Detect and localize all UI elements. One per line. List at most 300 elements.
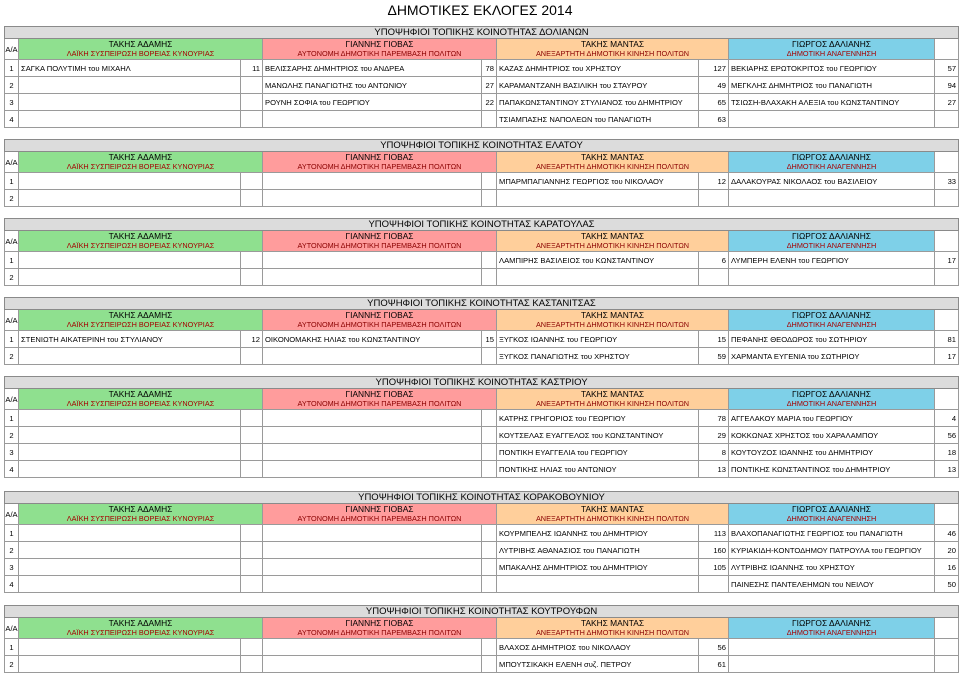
table-row [5,94,959,111]
header-blank-cell [935,504,959,525]
row-number: 3 [5,559,19,576]
vote-count: 105 [699,559,729,576]
candidate-name: ΛΥΤΡΙΒΗΣ ΑΘΑΝΑΣΙΟΣ του ΠΑΝΑΓΙΩΤΗ [497,542,699,559]
section-block [4,605,960,673]
table-row [5,190,959,207]
party-name: ΑΝΕΞΑΡΤΗΤΗ ΔΗΜΟΤΙΚΗ ΚΙΝΗΣΗ ΠΟΛΙΤΩΝ [535,514,690,523]
candidate-name: ΚΟΥΡΜΠΕΛΗΣ ΙΩΑΝΝΗΣ του ΔΗΜΗΤΡΙΟΥ [497,525,699,542]
vote-count: 18 [935,444,959,461]
candidate-name: ΠΕΦΑΝΗΣ ΘΕΟΔΩΡΟΣ του ΣΩΤΗΡΙΟΥ [729,331,935,348]
party-name: ΑΝΕΞΑΡΤΗΤΗ ΔΗΜΟΤΙΚΗ ΚΙΝΗΣΗ ΠΟΛΙΤΩΝ [535,628,690,637]
table-row [5,77,959,94]
candidate-name [263,111,482,128]
vote-count [241,94,263,111]
vote-count: 16 [935,559,959,576]
vote-count [482,656,497,673]
vote-count: 27 [935,94,959,111]
party-name: ΔΗΜΟΤΙΚΗ ΑΝΑΓΕΝΝΗΣΗ [786,241,877,250]
candidate-name: ΚΟΥΤΟΥΖΟΣ ΙΩΑΝΝΗΣ του ΔΗΜΗΤΡΙΟΥ [729,444,935,461]
combination-header [497,310,729,331]
vote-count: 20 [935,542,959,559]
section-block [4,297,960,365]
section-block [4,376,960,478]
leader-name: ΓΙΩΡΓΟΣ ΔΑΛΙΑΝΗΣ [792,231,871,241]
row-number: 2 [5,77,19,94]
row-number: 1 [5,525,19,542]
header-row [5,39,959,60]
candidate-name [263,559,482,576]
section-block [4,139,960,207]
section-block [4,26,960,128]
party-name: ΑΝΕΞΑΡΤΗΤΗ ΔΗΜΟΤΙΚΗ ΚΙΝΗΣΗ ΠΟΛΙΤΩΝ [535,49,690,58]
candidate-name [19,525,241,542]
vote-count [241,410,263,427]
party-name: ΑΥΤΟΝΟΜΗ ΔΗΜΟΤΙΚΗ ΠΑΡΕΜΒΑΣΗ ΠΟΛΙΤΩΝ [297,320,462,329]
candidate-name [19,410,241,427]
candidate-name: ΚΑΡΑΜΑΝΤΖΑΝΗ ΒΑΣΙΛΙΚΗ του ΣΤΑΥΡΟΥ [497,77,699,94]
combination-header [19,152,263,173]
table-row [5,576,959,593]
aa-header: Α/Α [5,310,19,331]
vote-count [482,190,497,207]
vote-count [482,461,497,478]
candidates-table [4,376,959,478]
candidate-name [263,410,482,427]
combination-header [263,389,497,410]
candidate-name [263,252,482,269]
section-title: ΥΠΟΨΗΦΙΟΙ ΤΟΠΙΚΗΣ ΚΟΙΝΟΤΗΤΑΣ ΚΑΣΤΑΝΙΤΣΑΣ [5,298,959,310]
candidate-name [263,427,482,444]
vote-count [935,111,959,128]
vote-count [241,269,263,286]
vote-count: 113 [699,525,729,542]
row-number: 2 [5,348,19,365]
candidate-name: ΒΛΑΧΟΣ ΔΗΜΗΤΡΙΟΣ του ΝΙΚΟΛΑΟΥ [497,639,699,656]
candidate-name [263,461,482,478]
combination-header [497,504,729,525]
candidate-name [263,576,482,593]
candidate-name: ΚΟΥΤΣΕΛΑΣ ΕΥΑΓΓΕΛΟΣ του ΚΩΝΣΤΑΝΤΙΝΟΥ [497,427,699,444]
vote-count: 160 [699,542,729,559]
candidates-table [4,491,959,593]
candidate-name: ΚΥΡΙΑΚΙΔΗ-ΚΟΝΤΟΔΗΜΟΥ ΠΑΤΡΟΥΛΑ του ΓΕΩΡΓΙΟΥ [729,542,935,559]
leader-name: ΤΑΚΗΣ ΜΑΝΤΑΣ [580,504,645,514]
vote-count [482,542,497,559]
table-row [5,269,959,286]
combination-header [19,389,263,410]
party-name: ΑΝΕΞΑΡΤΗΤΗ ΔΗΜΟΤΙΚΗ ΚΙΝΗΣΗ ΠΟΛΙΤΩΝ [535,241,690,250]
section-title-row [5,140,959,152]
candidate-name: ΤΣΙΩΣΗ-ΒΛΑΧΑΚΗ ΑΛΕΞΙΑ του ΚΩΝΣΤΑΝΤΙΝΟΥ [729,94,935,111]
candidate-name: ΜΠΑΡΜΠΑΓΙΑΝΝΗΣ ΓΕΩΡΓΙΟΣ του ΝΙΚΟΛΑΟΥ [497,173,699,190]
vote-count [241,656,263,673]
table-row [5,656,959,673]
candidate-name: ΚΟΚΚΩΝΑΣ ΧΡΗΣΤΟΣ του ΧΑΡΑΛΑΜΠΟΥ [729,427,935,444]
vote-count [241,525,263,542]
candidates-table [4,297,959,365]
party-name: ΛΑΪΚΗ ΣΥΣΠΕΙΡΩΣΗ ΒΟΡΕΙΑΣ ΚΥΝΟΥΡΙΑΣ [66,320,215,329]
row-number: 2 [5,542,19,559]
combination-header [497,231,729,252]
candidate-name: ΡΟΥΝΗ ΣΟΦΙΑ του ΓΕΩΡΓΙΟΥ [263,94,482,111]
row-number: 3 [5,444,19,461]
vote-count [482,348,497,365]
candidates-table [4,218,959,286]
party-name: ΔΗΜΟΤΙΚΗ ΑΝΑΓΕΝΝΗΣΗ [786,399,877,408]
section-title-row [5,219,959,231]
candidate-name [729,190,935,207]
row-number: 1 [5,60,19,77]
vote-count: 15 [482,331,497,348]
vote-count [241,444,263,461]
leader-name: ΤΑΚΗΣ ΑΔΑΜΗΣ [108,389,173,399]
vote-count: 12 [241,331,263,348]
leader-name: ΓΙΩΡΓΟΣ ΔΑΛΙΑΝΗΣ [792,618,871,628]
candidate-name: ΣΑΓΚΑ ΠΟΛΥΤΙΜΗ του ΜΙΧΑΗΛ [19,60,241,77]
header-blank-cell [935,389,959,410]
row-number: 4 [5,111,19,128]
combination-header [19,39,263,60]
combination-header [263,618,497,639]
candidate-name: ΠΑΙΝΕΣΗΣ ΠΑΝΤΕΛΕΗΜΩΝ του ΝΕΙΛΟΥ [729,576,935,593]
leader-name: ΓΙΩΡΓΟΣ ΔΑΛΙΑΝΗΣ [792,504,871,514]
party-name: ΛΑΪΚΗ ΣΥΣΠΕΙΡΩΣΗ ΒΟΡΕΙΑΣ ΚΥΝΟΥΡΙΑΣ [66,49,215,58]
section-title: ΥΠΟΨΗΦΙΟΙ ΤΟΠΙΚΗΣ ΚΟΙΝΟΤΗΤΑΣ ΕΛΑΤΟΥ [5,140,959,152]
section-title: ΥΠΟΨΗΦΙΟΙ ΤΟΠΙΚΗΣ ΚΟΙΝΟΤΗΤΑΣ ΔΟΛΙΑΝΩΝ [5,27,959,39]
leader-name: ΓΙΑΝΝΗΣ ΓΙΟΒΑΣ [345,231,414,241]
table-row [5,461,959,478]
combination-header [263,152,497,173]
header-row [5,152,959,173]
vote-count [482,576,497,593]
vote-count [935,269,959,286]
leader-name: ΓΙΑΝΝΗΣ ΓΙΟΒΑΣ [345,152,414,162]
combination-header [729,310,935,331]
candidate-name [19,77,241,94]
candidate-name: ΣΤΕΝΙΩΤΗ ΑΙΚΑΤΕΡΙΝΗ του ΣΤΥΛΙΑΝΟΥ [19,331,241,348]
candidate-name: ΠΟΝΤΙΚΗΣ ΚΩΝΣΤΑΝΤΙΝΟΣ του ΔΗΜΗΤΡΙΟΥ [729,461,935,478]
combination-header [497,152,729,173]
party-name: ΛΑΪΚΗ ΣΥΣΠΕΙΡΩΣΗ ΒΟΡΕΙΑΣ ΚΥΝΟΥΡΙΑΣ [66,241,215,250]
vote-count [699,190,729,207]
party-name: ΑΝΕΞΑΡΤΗΤΗ ΔΗΜΟΤΙΚΗ ΚΙΝΗΣΗ ΠΟΛΙΤΩΝ [535,399,690,408]
leader-name: ΓΙΑΝΝΗΣ ΓΙΟΒΑΣ [345,618,414,628]
header-blank-cell [935,39,959,60]
candidate-name: ΛΥΤΡΙΒΗΣ ΙΩΑΝΝΗΣ του ΧΡΗΣΤΟΥ [729,559,935,576]
vote-count: 49 [699,77,729,94]
candidate-name: ΜΕΓΚΛΗΣ ΔΗΜΗΤΡΙΟΣ του ΠΑΝΑΓΙΩΤΗ [729,77,935,94]
candidates-table [4,139,959,207]
table-row [5,542,959,559]
vote-count: 57 [935,60,959,77]
combination-header [19,504,263,525]
row-number: 1 [5,639,19,656]
leader-name: ΤΑΚΗΣ ΑΔΑΜΗΣ [108,618,173,628]
table-row [5,639,959,656]
table-row [5,427,959,444]
vote-count [482,444,497,461]
section-title: ΥΠΟΨΗΦΙΟΙ ΤΟΠΙΚΗΣ ΚΟΙΝΟΤΗΤΑΣ ΚΑΡΑΤΟΥΛΑΣ [5,219,959,231]
row-number: 3 [5,94,19,111]
vote-count [482,252,497,269]
candidate-name [19,94,241,111]
section-title: ΥΠΟΨΗΦΙΟΙ ΤΟΠΙΚΗΣ ΚΟΙΝΟΤΗΤΑΣ ΚΑΣΤΡΙΟΥ [5,377,959,389]
party-name: ΑΥΤΟΝΟΜΗ ΔΗΜΟΤΙΚΗ ΠΑΡΕΜΒΑΣΗ ΠΟΛΙΤΩΝ [297,628,462,637]
leader-name: ΓΙΑΝΝΗΣ ΓΙΟΒΑΣ [345,39,414,49]
candidate-name: ΞΥΓΚΟΣ ΙΩΑΝΝΗΣ του ΓΕΩΡΓΙΟΥ [497,331,699,348]
candidate-name [19,427,241,444]
vote-count [482,525,497,542]
candidate-name: ΜΑΝΩΛΗΣ ΠΑΝΑΓΙΩΤΗΣ του ΑΝΤΩΝΙΟΥ [263,77,482,94]
vote-count [482,173,497,190]
vote-count [241,252,263,269]
leader-name: ΤΑΚΗΣ ΜΑΝΤΑΣ [580,152,645,162]
combination-header [729,504,935,525]
vote-count [482,427,497,444]
party-name: ΔΗΜΟΤΙΚΗ ΑΝΑΓΕΝΝΗΣΗ [786,320,877,329]
vote-count: 13 [935,461,959,478]
vote-count [482,639,497,656]
vote-count [699,269,729,286]
page-title: ΔΗΜΟΤΙΚΕΣ ΕΚΛΟΓΕΣ 2014 [387,2,573,18]
party-name: ΑΥΤΟΝΟΜΗ ΔΗΜΟΤΙΚΗ ΠΑΡΕΜΒΑΣΗ ΠΟΛΙΤΩΝ [297,162,462,171]
candidate-name: ΠΟΝΤΙΚΗ ΕΥΑΓΓΕΛΙΑ του ΓΕΩΡΓΙΟΥ [497,444,699,461]
section-title: ΥΠΟΨΗΦΙΟΙ ΤΟΠΙΚΗΣ ΚΟΙΝΟΤΗΤΑΣ ΚΟΥΤΡΟΥΦΩΝ [5,606,959,618]
candidate-name [263,190,482,207]
leader-name: ΤΑΚΗΣ ΜΑΝΤΑΣ [580,310,645,320]
party-name: ΔΗΜΟΤΙΚΗ ΑΝΑΓΕΝΝΗΣΗ [786,628,877,637]
leader-name: ΤΑΚΗΣ ΑΔΑΜΗΣ [108,231,173,241]
combination-header [263,504,497,525]
candidate-name: ΠΑΠΑΚΩΝΣΤΑΝΤΙΝΟΥ ΣΤΥΛΙΑΝΟΣ του ΔΗΜΗΤΡΙΟΥ [497,94,699,111]
combination-header [19,231,263,252]
aa-header: Α/Α [5,389,19,410]
combination-header [729,231,935,252]
vote-count: 63 [699,111,729,128]
vote-count: 13 [699,461,729,478]
combination-header [729,389,935,410]
leader-name: ΤΑΚΗΣ ΑΔΑΜΗΣ [108,310,173,320]
party-name: ΔΗΜΟΤΙΚΗ ΑΝΑΓΕΝΝΗΣΗ [786,514,877,523]
vote-count [935,656,959,673]
header-blank-cell [935,152,959,173]
vote-count: 8 [699,444,729,461]
leader-name: ΓΙΩΡΓΟΣ ΔΑΛΙΑΝΗΣ [792,310,871,320]
candidate-name: ΑΓΓΕΛΑΚΟΥ ΜΑΡΙΑ του ΓΕΩΡΓΙΟΥ [729,410,935,427]
vote-count: 29 [699,427,729,444]
aa-header: Α/Α [5,39,19,60]
aa-header: Α/Α [5,504,19,525]
header-blank-cell [935,618,959,639]
row-number: 1 [5,331,19,348]
vote-count [241,542,263,559]
combination-header [19,310,263,331]
party-name: ΛΑΪΚΗ ΣΥΣΠΕΙΡΩΣΗ ΒΟΡΕΙΑΣ ΚΥΝΟΥΡΙΑΣ [66,399,215,408]
leader-name: ΤΑΚΗΣ ΑΔΑΜΗΣ [108,152,173,162]
header-row [5,310,959,331]
section-block [4,218,960,286]
candidate-name [729,656,935,673]
candidates-table [4,605,959,673]
candidate-name: ΛΑΜΠΙΡΗΣ ΒΑΣΙΛΕΙΟΣ του ΚΩΝΣΤΑΝΤΙΝΟΥ [497,252,699,269]
party-name: ΑΥΤΟΝΟΜΗ ΔΗΜΟΤΙΚΗ ΠΑΡΕΜΒΑΣΗ ΠΟΛΙΤΩΝ [297,241,462,250]
combination-header [263,310,497,331]
vote-count: 6 [699,252,729,269]
candidate-name: ΔΑΛΑΚΟΥΡΑΣ ΝΙΚΟΛΑΟΣ του ΒΑΣΙΛΕΙΟΥ [729,173,935,190]
header-row [5,618,959,639]
vote-count [241,77,263,94]
row-number: 1 [5,173,19,190]
row-number: 2 [5,427,19,444]
row-number: 2 [5,190,19,207]
candidate-name [263,656,482,673]
leader-name: ΓΙΑΝΝΗΣ ΓΙΟΒΑΣ [345,504,414,514]
header-row [5,504,959,525]
table-row [5,331,959,348]
vote-count: 78 [482,60,497,77]
vote-count [241,427,263,444]
vote-count [241,461,263,478]
row-number: 4 [5,461,19,478]
leader-name: ΓΙΑΝΝΗΣ ΓΙΟΒΑΣ [345,310,414,320]
candidate-name [729,639,935,656]
candidate-name [19,348,241,365]
table-row [5,410,959,427]
candidate-name [19,269,241,286]
section-title-row [5,377,959,389]
vote-count: 15 [699,331,729,348]
party-name: ΑΝΕΞΑΡΤΗΤΗ ΔΗΜΟΤΙΚΗ ΚΙΝΗΣΗ ΠΟΛΙΤΩΝ [535,162,690,171]
table-row [5,173,959,190]
vote-count: 17 [935,348,959,365]
vote-count [935,190,959,207]
party-name: ΑΥΤΟΝΟΜΗ ΔΗΜΟΤΙΚΗ ΠΑΡΕΜΒΑΣΗ ΠΟΛΙΤΩΝ [297,399,462,408]
section-title-row [5,606,959,618]
vote-count: 50 [935,576,959,593]
leader-name: ΤΑΚΗΣ ΜΑΝΤΑΣ [580,39,645,49]
table-row [5,559,959,576]
vote-count [241,173,263,190]
combination-header [729,39,935,60]
party-name: ΑΝΕΞΑΡΤΗΤΗ ΔΗΜΟΤΙΚΗ ΚΙΝΗΣΗ ΠΟΛΙΤΩΝ [535,320,690,329]
candidate-name [19,656,241,673]
party-name: ΔΗΜΟΤΙΚΗ ΑΝΑΓΕΝΝΗΣΗ [786,162,877,171]
candidate-name [497,269,699,286]
candidate-name [729,269,935,286]
header-row [5,231,959,252]
party-name: ΛΑΪΚΗ ΣΥΣΠΕΙΡΩΣΗ ΒΟΡΕΙΑΣ ΚΥΝΟΥΡΙΑΣ [66,162,215,171]
vote-count [241,190,263,207]
candidate-name [19,542,241,559]
vote-count: 27 [482,77,497,94]
leader-name: ΤΑΚΗΣ ΑΔΑΜΗΣ [108,39,173,49]
candidate-name: ΟΙΚΟΝΟΜΑΚΗΣ ΗΛΙΑΣ του ΚΩΝΣΤΑΝΤΙΝΟΥ [263,331,482,348]
candidate-name [19,111,241,128]
party-name: ΑΥΤΟΝΟΜΗ ΔΗΜΟΤΙΚΗ ΠΑΡΕΜΒΑΣΗ ΠΟΛΙΤΩΝ [297,49,462,58]
candidate-name: ΞΥΓΚΟΣ ΠΑΝΑΓΙΩΤΗΣ του ΧΡΗΣΤΟΥ [497,348,699,365]
row-number: 2 [5,656,19,673]
candidate-name: ΧΑΡΜΑΝΤΑ ΕΥΓΕΝΙΑ του ΣΩΤΗΡΙΟΥ [729,348,935,365]
candidate-name: ΜΠΑΚΑΛΗΣ ΔΗΜΗΤΡΙΟΣ του ΔΗΜΗΤΡΙΟΥ [497,559,699,576]
vote-count: 65 [699,94,729,111]
combination-header [263,39,497,60]
vote-count [241,348,263,365]
leader-name: ΤΑΚΗΣ ΑΔΑΜΗΣ [108,504,173,514]
vote-count: 94 [935,77,959,94]
vote-count: 22 [482,94,497,111]
vote-count [482,410,497,427]
leader-name: ΤΑΚΗΣ ΜΑΝΤΑΣ [580,618,645,628]
candidate-name: ΒΛΑΧΟΠΑΝΑΓΙΩΤΗΣ ΓΕΩΡΓΙΟΣ του ΠΑΝΑΓΙΩΤΗ [729,525,935,542]
vote-count: 61 [699,656,729,673]
vote-count [241,639,263,656]
combination-header [497,39,729,60]
vote-count [241,111,263,128]
vote-count [935,639,959,656]
candidate-name: ΚΑΖΑΣ ΔΗΜΗΤΡΙΟΣ του ΧΡΗΣΤΟΥ [497,60,699,77]
vote-count: 17 [935,252,959,269]
vote-count: 4 [935,410,959,427]
vote-count [241,576,263,593]
table-row [5,252,959,269]
header-blank-cell [935,231,959,252]
row-number: 4 [5,576,19,593]
section-block [4,491,960,593]
vote-count: 46 [935,525,959,542]
vote-count: 12 [699,173,729,190]
candidate-name [729,111,935,128]
vote-count: 59 [699,348,729,365]
aa-header: Α/Α [5,152,19,173]
candidate-name: ΒΕΛΙΣΣΑΡΗΣ ΔΗΜΗΤΡΙΟΣ του ΑΝΔΡΕΑ [263,60,482,77]
table-row [5,348,959,365]
vote-count [482,269,497,286]
table-row [5,444,959,461]
header-blank-cell [935,310,959,331]
leader-name: ΓΙΩΡΓΟΣ ΔΑΛΙΑΝΗΣ [792,39,871,49]
candidate-name [19,173,241,190]
combination-header [263,231,497,252]
table-row [5,60,959,77]
leader-name: ΓΙΩΡΓΟΣ ΔΑΛΙΑΝΗΣ [792,152,871,162]
vote-count [699,576,729,593]
candidate-name: ΛΥΜΠΕΡΗ ΕΛΕΝΗ του ΓΕΩΡΓΙΟΥ [729,252,935,269]
vote-count: 33 [935,173,959,190]
party-name: ΔΗΜΟΤΙΚΗ ΑΝΑΓΕΝΝΗΣΗ [786,49,877,58]
leader-name: ΤΑΚΗΣ ΜΑΝΤΑΣ [580,389,645,399]
candidate-name [263,348,482,365]
party-name: ΛΑΪΚΗ ΣΥΣΠΕΙΡΩΣΗ ΒΟΡΕΙΑΣ ΚΥΝΟΥΡΙΑΣ [66,514,215,523]
candidate-name [263,639,482,656]
candidate-name [19,444,241,461]
vote-count [482,111,497,128]
vote-count [482,559,497,576]
candidate-name [263,269,482,286]
aa-header: Α/Α [5,618,19,639]
combination-header [19,618,263,639]
candidate-name [19,559,241,576]
candidate-name [19,639,241,656]
combination-header [497,618,729,639]
section-title: ΥΠΟΨΗΦΙΟΙ ΤΟΠΙΚΗΣ ΚΟΙΝΟΤΗΤΑΣ ΚΟΡΑΚΟΒΟΥΝΙΟΥ [5,492,959,504]
party-name: ΑΥΤΟΝΟΜΗ ΔΗΜΟΤΙΚΗ ΠΑΡΕΜΒΑΣΗ ΠΟΛΙΤΩΝ [297,514,462,523]
row-number: 1 [5,252,19,269]
candidate-name [263,542,482,559]
table-row [5,525,959,542]
table-row [5,111,959,128]
candidate-name [19,252,241,269]
candidates-table [4,26,959,128]
